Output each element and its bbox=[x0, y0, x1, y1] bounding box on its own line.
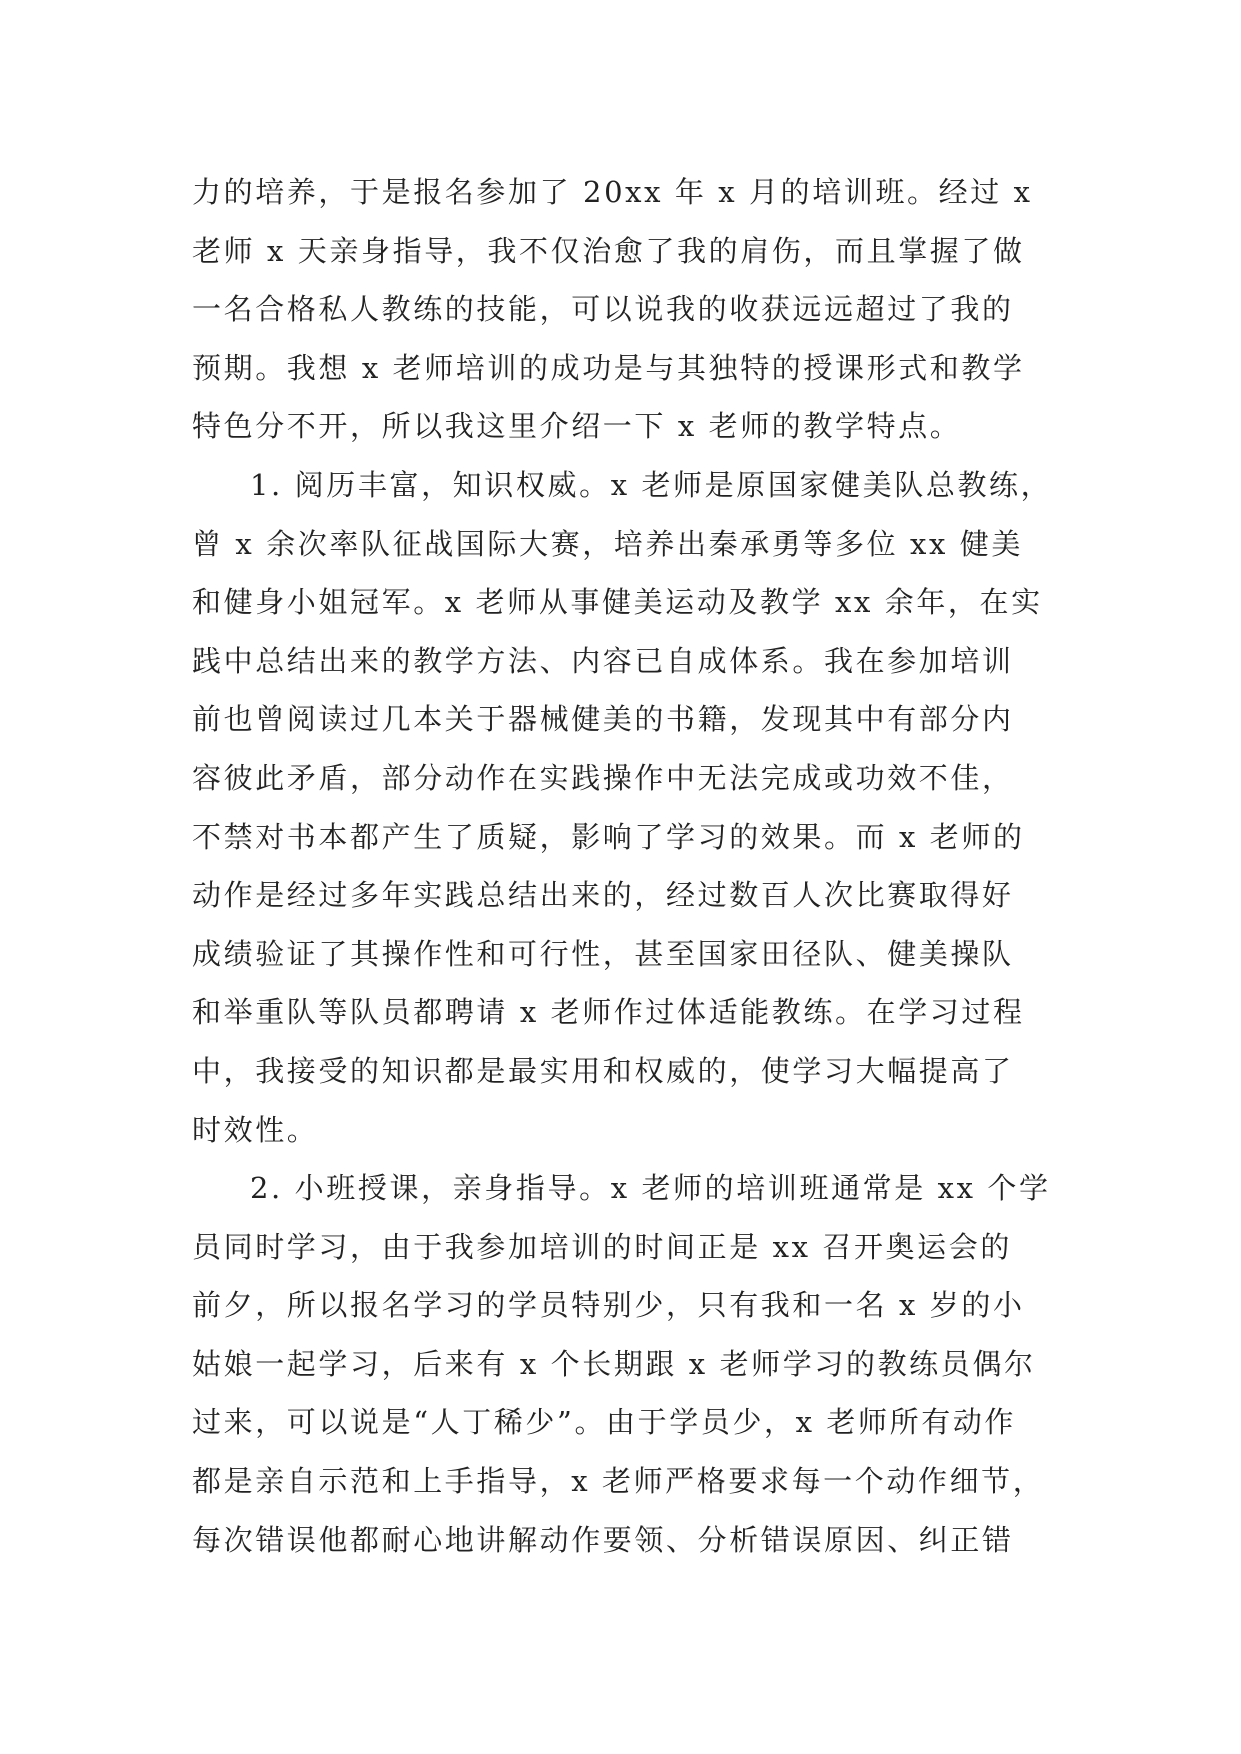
text-line: 特色分不开，所以我这里介绍一下 x 老师的教学特点。 bbox=[192, 409, 962, 444]
text-line: 一名合格私人教练的技能，可以说我的收获远远超过了我的 bbox=[192, 292, 1014, 327]
text-line: 前夕，所以报名学习的学员特别少，只有我和一名 x 岁的小 bbox=[192, 1288, 1025, 1323]
text-line: 和健身小姐冠军。x 老师从事健美运动及教学 xx 余年，在实 bbox=[192, 585, 1043, 620]
text-line: 力的培养，于是报名参加了 20xx 年 x 月的培训班。经过 x bbox=[192, 175, 1033, 209]
text-line: 不禁对书本都产生了质疑，影响了学习的效果。而 x 老师的 bbox=[192, 819, 1025, 854]
body-text bbox=[192, 163, 1052, 1569]
text-line: 过来，可以说是“人丁稀少”。由于学员少，x 老师所有动作 bbox=[192, 1405, 1017, 1440]
text-line: 曾 x 余次率队征战国际大赛，培养出秦承勇等多位 xx 健美 bbox=[192, 526, 1023, 561]
text-line: 每次错误他都耐心地讲解动作要领、分析错误原因、纠正错 bbox=[192, 1522, 1014, 1557]
text-line: 员同时学习，由于我参加培训的时间正是 xx 召开奥运会的 bbox=[192, 1229, 1012, 1264]
text-line: 姑娘一起学习，后来有 x 个长期跟 x 老师学习的教练员偶尔 bbox=[192, 1346, 1036, 1381]
text-line: 前也曾阅读过几本关于器械健美的书籍，发现其中有部分内 bbox=[192, 702, 1014, 737]
text-line: 时效性。 bbox=[192, 1112, 319, 1147]
text-line: 容彼此矛盾，部分动作在实践操作中无法完成或功效不佳， bbox=[192, 760, 1014, 795]
section-2-heading-line: 2. 小班授课，亲身指导。x 老师的培训班通常是 xx 个学 bbox=[250, 1171, 1051, 1206]
text-line: 践中总结出来的教学方法、内容已自成体系。我在参加培训 bbox=[192, 643, 1014, 678]
text-line: 和举重队等队员都聘请 x 老师作过体适能教练。在学习过程 bbox=[192, 995, 1025, 1030]
text-line: 都是亲自示范和上手指导，x 老师严格要求每一个动作细节， bbox=[192, 1464, 1045, 1499]
section-1-heading-line: 1. 阅历丰富，知识权威。x 老师是原国家健美队总教练， bbox=[250, 467, 1053, 502]
text-line: 动作是经过多年实践总结出来的，经过数百人次比赛取得好 bbox=[192, 878, 1014, 913]
text-line: 中，我接受的知识都是最实用和权威的，使学习大幅提高了 bbox=[192, 1053, 1014, 1088]
text-line: 成绩验证了其操作性和可行性，甚至国家田径队、健美操队 bbox=[192, 936, 1014, 971]
text-line: 预期。我想 x 老师培训的成功是与其独特的授课形式和教学 bbox=[192, 350, 1025, 385]
text-line: 老师 x 天亲身指导，我不仅治愈了我的肩伤，而且掌握了做 bbox=[192, 233, 1025, 268]
